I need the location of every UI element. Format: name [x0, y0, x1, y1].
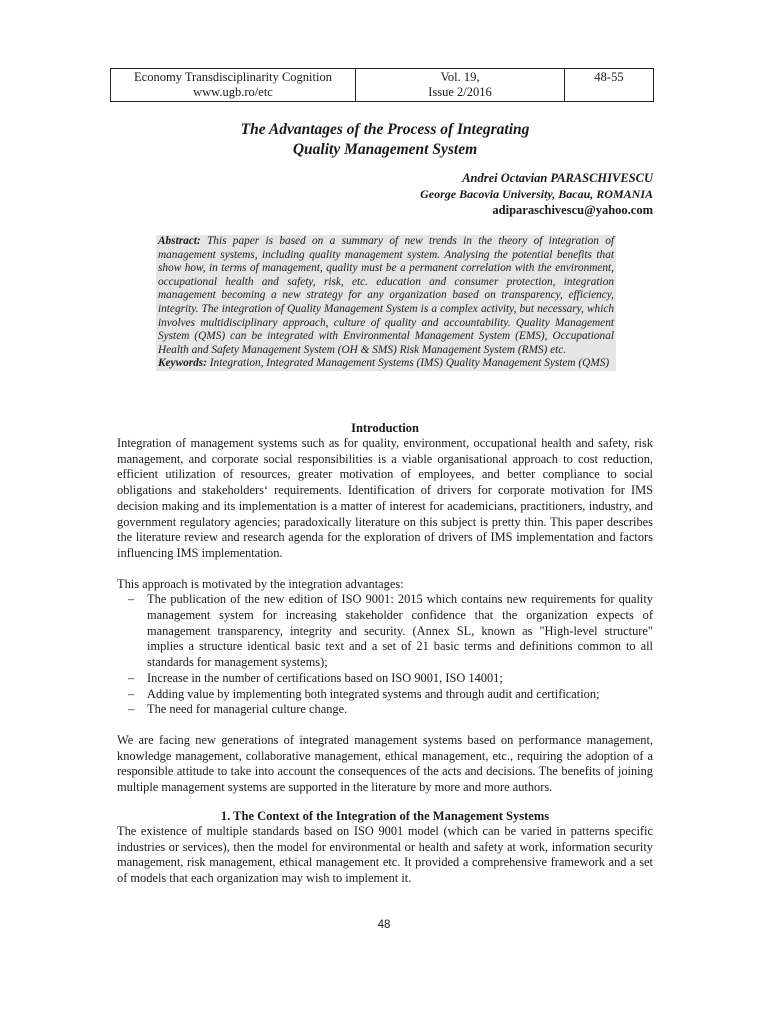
list-item [117, 592, 653, 671]
journal-cell [111, 69, 356, 102]
abstract-text: This paper is based on a summary of new trends in the theory of integration of management systems, including quality management system. Analysing the potential benefits that show how, in terms of management, quality must be a permanent correlation with the environment, occupational health and safety, risk, etc. education and consumer protection, integration management becoming a new strategy for any organization based on transparency, efficiency, integrity. The integration of Quality Management System is a complex activity, but necessary, which involves multidisciplinary approach, culture of quality and accountability. Quality Management System (QMS) can be integrated with Environmental Management System (EMS), Occupational Health and Safety Management System (OH & SMS) Risk Management System (RMS) etc. [158, 235, 614, 356]
journal-volume: Vol. 19, [440, 70, 480, 84]
abstract-label: Abstract: [158, 235, 201, 247]
list-item-text: Increase in the number of certifications based on ISO 9001, ISO 14001; [147, 670, 503, 685]
paper-title [117, 120, 653, 160]
author-name: Andrei Octavian PARASCHIVESCU [462, 171, 653, 185]
context-paragraph: The existence of multiple standards based on ISO 9001 model (which can be varied in patterns specific industries or services), then the model for environmental or health and safety at work, information security management, risk management, ethical management etc. It provided a comprehensive framework and a set of models that each organization may wish to implement it. [117, 824, 653, 886]
keywords-label: Keywords: [158, 357, 207, 370]
keywords-text: Integration, Integrated Management Systems (IMS) Quality Management System (QMS) [209, 357, 610, 370]
author-email: adiparaschivescu@yahoo.com [492, 203, 653, 217]
introduction-lead-in: This approach is motivated by the integration advantages: [117, 576, 404, 591]
keywords-paragraph [158, 357, 614, 371]
list-item [117, 687, 653, 703]
context-heading: 1. The Context of the Integration of the Management Systems [220, 809, 550, 823]
introduction-paragraph-1: Integration of management systems such as for quality, environment, occupational health and safety, risk management, and corporate social responsibilities is a viable organisational approach to cost reduction, efficient utilization of resources, greater motivation of employees, and better compliance to social obligations and stakeholders‘ requirements. Identification of drivers for corporate motivation for IMS decision making and its implementation is a matter of interest for academicians, practitioners, industry, and government regulatory agencies; paradoxically literature on this subject is pretty thin. This paper describes the literature review and research agenda for the exploration of drivers of IMS implementation and factors influencing IMS implementation. [117, 436, 653, 560]
journal-pages: 48-55 [594, 70, 624, 84]
bullet-dash: – [128, 592, 135, 607]
author-block [300, 170, 653, 218]
volume-cell [356, 69, 565, 102]
introduction-paragraph-2: We are facing new generations of integrated management systems based on performance management, knowledge management, collaborative management, ethical management, etc., requiring the adoption of a responsible attitude to take into account the consequences of the acts and decisions. The benefits of joining multiple management systems are supported in the literature by more and more authors. [117, 732, 653, 795]
bullet-dash: – [128, 702, 135, 717]
list-item-text: The publication of the new edition of ISO 9001: 2015 which contains new requirements for quality management system for increasing stakeholder confidence that the organization expects of management transparency, integrity and security. (Annex SL, known as "High-level structure" implies a structure identical basic text and a set of 21 basic terms and definitions common to all standards for management systems); [147, 592, 653, 670]
abstract-box [156, 235, 616, 371]
journal-issue: Issue 2/2016 [428, 85, 492, 99]
advantages-list [117, 592, 653, 718]
abstract-paragraph [158, 235, 614, 357]
introduction-heading: Introduction [351, 421, 419, 435]
bullet-dash: – [128, 670, 135, 685]
introduction-section [117, 420, 653, 796]
list-item [117, 702, 653, 718]
journal-name: Economy Transdisciplinarity Cognition [134, 70, 332, 84]
author-affiliation: George Bacovia University, Bacau, ROMANIA [420, 187, 653, 201]
list-item [117, 671, 653, 687]
pages-cell [565, 69, 654, 102]
page-number: 48 [377, 919, 391, 931]
context-section [117, 808, 653, 887]
journal-header-table [110, 68, 654, 102]
bullet-dash: – [128, 686, 135, 701]
paper-title-line-2: Quality Management System [292, 141, 478, 158]
paper-title-line-1: The Advantages of the Process of Integrating [240, 121, 530, 138]
journal-website: www.ugb.ro/etc [193, 85, 273, 99]
list-item-text: Adding value by implementing both integrated systems and through audit and certification; [147, 686, 600, 701]
list-item-text: The need for managerial culture change. [147, 702, 348, 717]
